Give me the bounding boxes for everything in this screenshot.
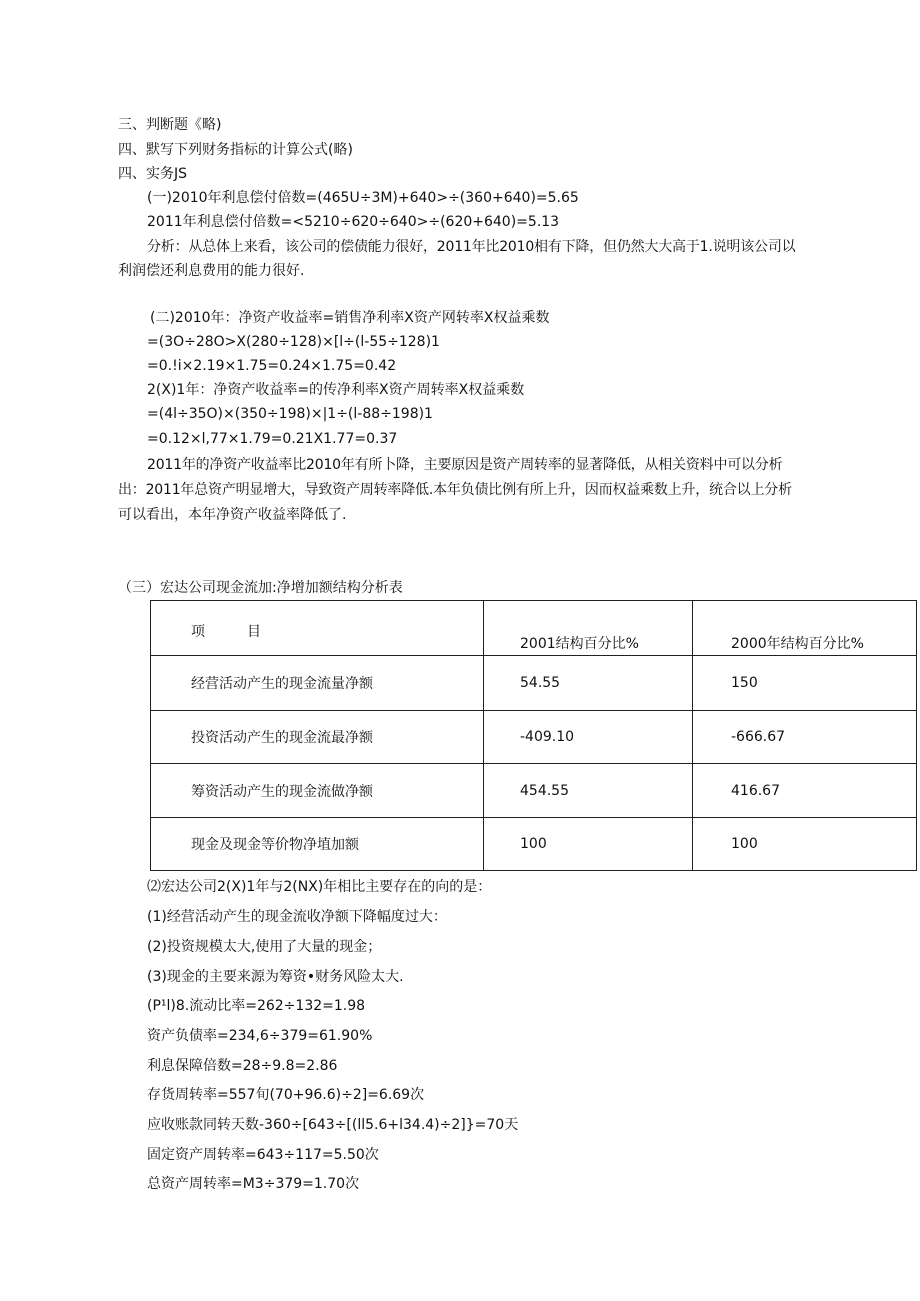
- table-row: [151, 818, 917, 871]
- row-label: 现金及现金等价物净埴加额: [151, 818, 484, 871]
- cell-2000: -666.67: [693, 711, 917, 764]
- text-line: (2)投资规模太大,使用了大量的现金；: [147, 939, 382, 955]
- text-line: 利息保障倍数=28÷9.8=2.86: [147, 1058, 338, 1074]
- cell-2001: -409.10: [484, 711, 693, 764]
- text-line: =(3O÷28O>X(280÷128)×[l÷(l-55÷128)1: [147, 334, 440, 350]
- cell-2000: 150: [693, 656, 917, 711]
- text-line: 总资产周转率=M3÷379=1.70次: [147, 1176, 360, 1192]
- cell-2001: 454.55: [484, 764, 693, 818]
- text-line: (一)2010年利息偿付倍数=(465U÷3M)+640>÷(360+640)=5.65: [147, 190, 579, 206]
- table-caption: （三）宏达公司现金流加:净增加额结构分析表: [118, 580, 403, 596]
- section-heading: 四、实务JS: [118, 166, 188, 182]
- cell-2000: 100: [693, 818, 917, 871]
- text-line: 应收账款同转天数-360÷[643÷[(ll5.6+l34.4)÷2]}=70天: [147, 1117, 519, 1133]
- text-line: (3)现金的主要来源为筹资•财务风险太大.: [147, 969, 404, 985]
- header-2000: 2000年结构百分比%: [693, 601, 917, 656]
- table-row: [151, 711, 917, 764]
- row-label: 经营活动产生的现金流量净额: [151, 656, 484, 711]
- header-2001: 2001结构百分比%: [484, 601, 693, 656]
- section-heading: 三、判断题《略): [118, 117, 222, 133]
- text-line: (1)经营活动产生的现金流收净额下降幅度过大：: [147, 909, 447, 925]
- text-line: 可以看出，本年净资产收益率降低了.: [118, 507, 347, 523]
- text-line: 分析：从总体上来看，该公司的偿债能力很好，2011年比2010相有下降，但仍然大大高于1.说明该公司以: [147, 239, 796, 255]
- text-line: 出：2011年总资产明显增大，导致资产周转率降低.本年负债比例有所上升，因而权益乘数上升，统合以上分析: [118, 482, 792, 498]
- text-line: ⑵宏达公司2(X)1年与2(NX)年相比主要存在的向的是：: [147, 879, 492, 895]
- text-line: =0.12×l,77×1.79=0.21X1.77=0.37: [147, 431, 398, 447]
- header-item: 项 目: [151, 601, 484, 656]
- section-heading: 四、默写下列财务指标的计算公式(略): [118, 142, 353, 158]
- text-line: 2011年的净资产收益率比2010年有所卜降，主要原因是资产周转率的显著降低，从相关资料中可以分析: [147, 457, 783, 473]
- text-line: =(4l÷35O)×(350÷198)×|1÷(l-88÷198)1: [147, 406, 433, 422]
- row-label: 筹资活动产生的现金流做净额: [151, 764, 484, 818]
- cell-2001: 100: [484, 818, 693, 871]
- cash-flow-table: [150, 600, 917, 871]
- text-line: 2(X)1年：净资产收益率=的传净利率X资产周转率X权益乘数: [147, 382, 525, 398]
- table-header-row: [151, 601, 917, 656]
- text-line: 固定资产周转率=643÷117=5.50次: [147, 1147, 379, 1163]
- text-line: =0.!i×2.19×1.75=0.24×1.75=0.42: [147, 358, 397, 374]
- table-row: [151, 764, 917, 818]
- text-line: 资产负债率=234,6÷379=61.90%: [147, 1028, 373, 1044]
- table-row: [151, 656, 917, 711]
- text-line: 2011年利息偿付倍数=<5210÷620÷640>÷(620+640)=5.13: [147, 214, 560, 230]
- cell-2000: 416.67: [693, 764, 917, 818]
- text-line: (二)2010年：净资产收益率=销售净利率X资产网转率X权益乘数: [150, 310, 550, 326]
- text-line: 利润偿还利息费用的能力很好.: [118, 263, 305, 279]
- cell-2001: 54.55: [484, 656, 693, 711]
- text-line: 存货周转率=557旬(70+96.6)÷2]=6.69次: [147, 1087, 425, 1103]
- row-label: 投资活动产生的现金流最净额: [151, 711, 484, 764]
- text-line: (P¹l)8.流动比率=262÷132=1.98: [147, 998, 366, 1014]
